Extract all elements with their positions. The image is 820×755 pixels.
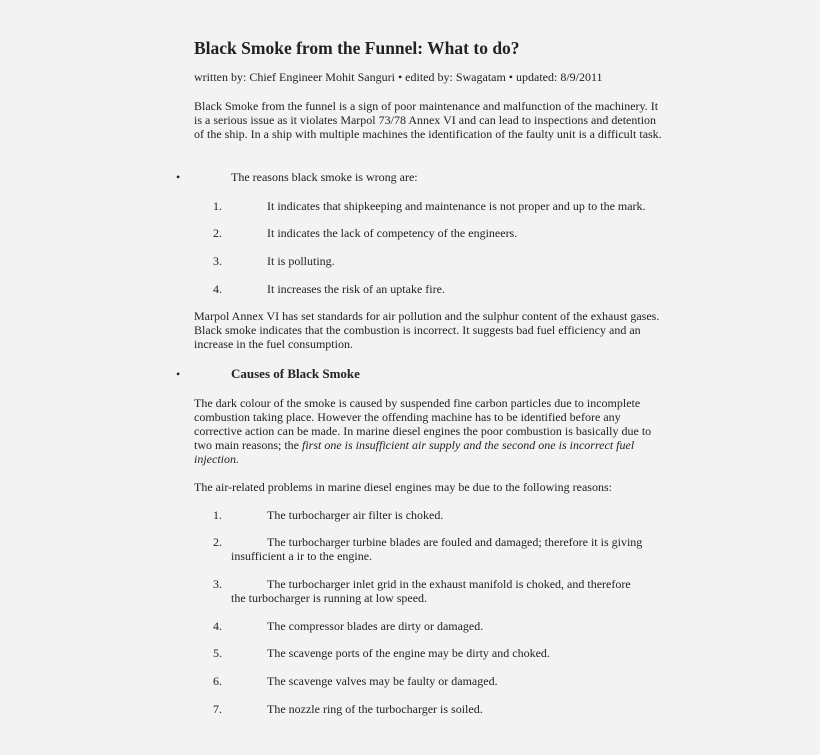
list-number: 1.	[213, 199, 222, 213]
article-title: Black Smoke from the Funnel: What to do?	[194, 38, 520, 58]
list-text: The turbocharger inlet grid in the exhaust manifold is choked, and therefore	[267, 577, 631, 591]
list-number: 3.	[213, 577, 222, 591]
list-item	[213, 535, 642, 549]
bullet-marker: •	[176, 367, 181, 381]
causes-italic-text: first one is insufficient air supply and the second one is incorrect fuel injection.	[194, 438, 635, 466]
bullet-marker: •	[176, 170, 181, 184]
article-byline: written by: Chief Engineer Mohit Sanguri • edited by: Swagatam • updated: 8/9/2011	[194, 70, 603, 84]
marpol-paragraph: Marpol Annex VI has set standards for air pollution and the sulphur content of the exhaust gases. Black smoke indicates that the combustion is incorrect. It suggests bad fuel efficiency and an increase in the fuel consumption.	[194, 309, 660, 351]
list-item	[213, 646, 550, 660]
list-item	[213, 577, 631, 591]
list-text-continued: the turbocharger is running at low speed.	[231, 591, 428, 605]
list-number: 5.	[213, 646, 222, 660]
list-text: The turbocharger turbine blades are fouled and damaged; therefore it is giving	[267, 535, 643, 549]
list-item	[213, 254, 335, 268]
list-text: The turbocharger air filter is choked.	[267, 508, 444, 522]
list-text: The scavenge ports of the engine may be dirty and choked.	[267, 646, 550, 660]
list-number: 2.	[213, 226, 222, 240]
air-intro: The air-related problems in marine diesel engines may be due to the following reasons:	[194, 480, 612, 494]
causes-paragraph	[194, 396, 664, 466]
list-text-continued: insufficient a ir to the engine.	[231, 549, 373, 563]
list-item	[213, 199, 646, 213]
list-number: 7.	[213, 702, 222, 716]
list-text: The scavenge valves may be faulty or damaged.	[267, 674, 498, 688]
list-item	[213, 226, 517, 240]
causes-heading: Causes of Black Smoke	[231, 366, 360, 381]
causes-text: The dark colour of the smoke is caused by suspended fine carbon particles due to incomplete combustion taking place. However the offending machine has to be identified before any corrective action can be made. In marine diesel engines the poor combustion is basically due to two main reasons; the	[194, 396, 652, 452]
list-item	[213, 702, 483, 716]
reasons-heading: The reasons black smoke is wrong are:	[231, 170, 418, 184]
list-item	[213, 619, 483, 633]
list-number: 4.	[213, 282, 222, 296]
list-text: It is polluting.	[267, 254, 335, 268]
list-number: 6.	[213, 674, 222, 688]
list-item	[213, 282, 445, 296]
list-text: It increases the risk of an uptake fire.	[267, 282, 445, 296]
list-item	[213, 674, 498, 688]
list-item	[213, 508, 443, 522]
list-number: 2.	[213, 535, 222, 549]
list-number: 1.	[213, 508, 222, 522]
list-number: 3.	[213, 254, 222, 268]
list-text: The compressor blades are dirty or damaged.	[267, 619, 484, 633]
intro-paragraph: Black Smoke from the funnel is a sign of poor maintenance and malfunction of the machinery. It is a serious issue as it violates Marpol 73/78 Annex VI and can lead to inspections and detention of the ship. In a ship with multiple machines the identification of the faulty unit is a difficult task.	[194, 99, 662, 141]
list-number: 4.	[213, 619, 222, 633]
list-text: It indicates the lack of competency of the engineers.	[267, 226, 518, 240]
list-text: It indicates that shipkeeping and maintenance is not proper and up to the mark.	[267, 199, 646, 213]
list-text: The nozzle ring of the turbocharger is soiled.	[267, 702, 483, 716]
